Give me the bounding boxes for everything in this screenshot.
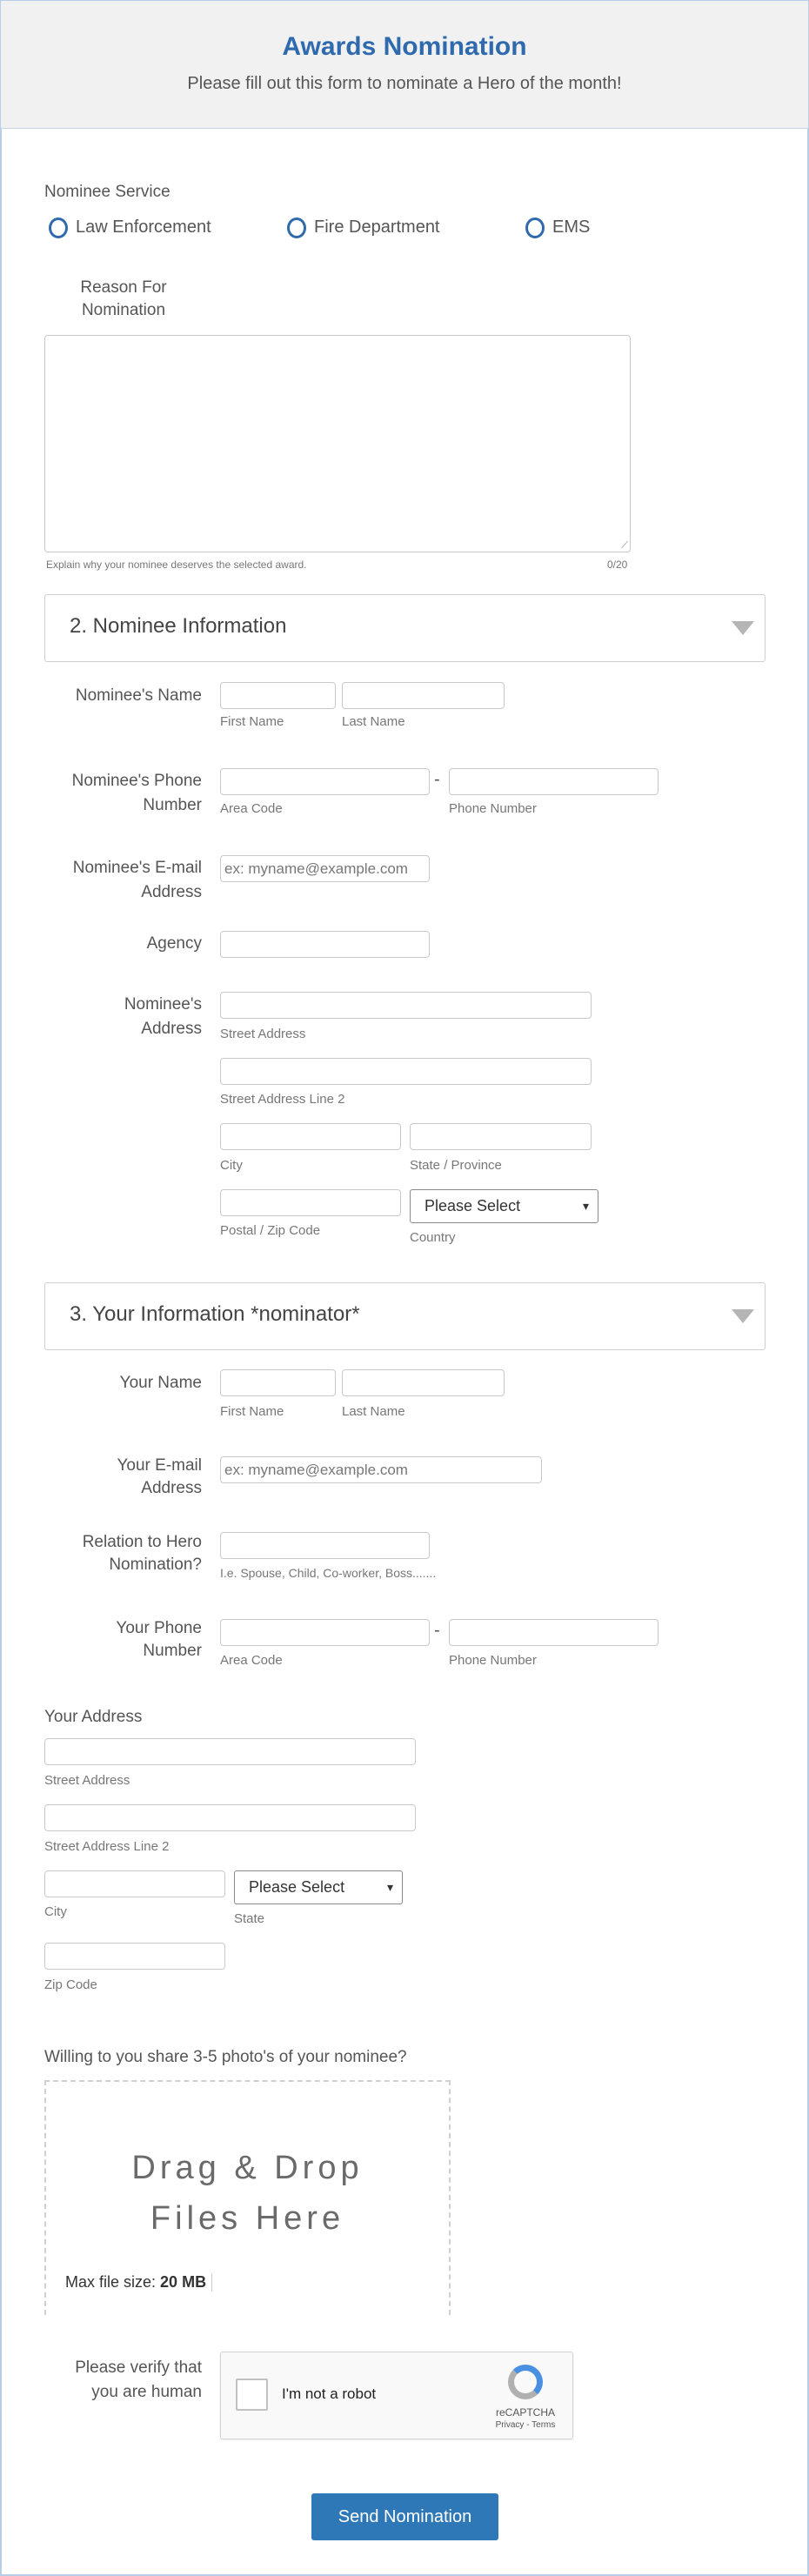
nominee-city-input[interactable] <box>220 1123 401 1150</box>
radio-fire-department[interactable] <box>287 217 306 238</box>
label-line: Address <box>141 883 202 901</box>
recaptcha-text: I'm not a robot <box>282 2385 377 2402</box>
send-nomination-button[interactable]: Send Nomination <box>311 2493 498 2540</box>
phone-number-sublabel: Phone Number <box>449 1653 537 1668</box>
your-street-input[interactable] <box>44 1738 416 1765</box>
label-line: Please verify that <box>75 2359 202 2377</box>
state-sublabel: State / Province <box>410 1158 502 1173</box>
city-sublabel: City <box>220 1158 243 1173</box>
street2-sublabel: Street Address Line 2 <box>220 1092 345 1107</box>
phone-dash: - <box>434 1621 440 1640</box>
country-select[interactable] <box>410 1189 598 1223</box>
label-line: Your Phone <box>116 1619 202 1637</box>
reason-hint: Explain why your nominee deserves the selected award. <box>46 559 307 571</box>
select-value: Please Select <box>425 1197 521 1214</box>
label-line: Your E-mail <box>117 1456 202 1475</box>
label-line: Nominee's Phone <box>71 772 202 790</box>
your-address-label: Your Address <box>44 1708 143 1726</box>
last-name-sublabel: Last Name <box>342 714 405 729</box>
reason-label-line1: Reason For <box>80 278 167 297</box>
recaptcha-checkbox[interactable] <box>236 2379 268 2411</box>
zip-sublabel: Postal / Zip Code <box>220 1223 321 1238</box>
nominee-email-input[interactable]: ex: myname@example.com <box>220 855 430 882</box>
nominee-name-label: Nominee's Name <box>75 686 202 705</box>
captcha-label <box>45 2356 202 2405</box>
label-line: Relation to Hero <box>82 1533 202 1551</box>
street2-sublabel: Street Address Line 2 <box>44 1839 170 1854</box>
your-area-code-input[interactable] <box>220 1619 430 1646</box>
radio-label-ems[interactable]: EMS <box>552 217 591 237</box>
section-your-information[interactable] <box>44 1282 766 1350</box>
reason-textarea[interactable] <box>44 335 631 552</box>
label-line: Nominee's <box>124 995 202 1014</box>
your-name-label: Your Name <box>119 1374 202 1392</box>
upload-label: Willing to you share 3-5 photo's of your nominee? <box>44 2048 407 2066</box>
dropzone-text <box>46 2143 449 2244</box>
your-phone-label <box>45 1617 202 1663</box>
form-title: Awards Nomination <box>282 32 527 61</box>
state-select[interactable] <box>234 1870 403 1904</box>
area-code-sublabel: Area Code <box>220 801 283 816</box>
chevron-down-icon: ▾ <box>582 1199 589 1213</box>
your-last-name-input[interactable] <box>342 1369 505 1396</box>
country-sublabel: Country <box>410 1230 456 1245</box>
radio-label-law-enforcement[interactable]: Law Enforcement <box>76 217 211 237</box>
zip-sublabel: Zip Code <box>44 1977 97 1992</box>
your-phone-number-input[interactable] <box>449 1619 659 1646</box>
label-line: Address <box>141 1020 202 1038</box>
form-header <box>1 1 808 129</box>
label-line: Number <box>143 796 202 814</box>
max-file-label: Max file size: <box>65 2273 157 2291</box>
your-street2-input[interactable] <box>44 1804 416 1831</box>
nominee-zip-input[interactable] <box>220 1189 401 1216</box>
collapse-triangle-icon[interactable] <box>732 621 754 635</box>
street-sublabel: Street Address <box>220 1027 306 1041</box>
reason-label-line2: Nomination <box>81 301 166 319</box>
your-city-input[interactable] <box>44 1870 225 1897</box>
drop-line: Files Here <box>150 2200 345 2237</box>
drop-line: Drag & Drop <box>131 2150 364 2186</box>
section-title: 2. Nominee Information <box>70 614 287 638</box>
section-nominee-information[interactable] <box>44 594 766 662</box>
area-code-sublabel: Area Code <box>220 1653 283 1668</box>
nominee-area-code-input[interactable] <box>220 768 430 795</box>
nominee-address-label <box>45 993 202 1041</box>
nominee-street-input[interactable] <box>220 992 592 1019</box>
your-email-label <box>45 1455 202 1500</box>
relation-label <box>45 1531 202 1576</box>
nominee-service-label: Nominee Service <box>44 183 170 201</box>
recaptcha-logo-icon <box>508 2365 543 2399</box>
agency-input[interactable] <box>220 931 430 958</box>
last-name-sublabel: Last Name <box>342 1404 405 1419</box>
recaptcha-brand: reCAPTCHA <box>495 2406 555 2419</box>
relation-input[interactable] <box>220 1532 430 1559</box>
nominee-phone-label <box>45 769 202 818</box>
reason-counter: 0/20 <box>607 559 628 571</box>
section-title: 3. Your Information *nominator* <box>70 1302 360 1326</box>
max-file-size <box>65 2273 212 2292</box>
nominee-last-name-input[interactable] <box>342 682 505 709</box>
first-name-sublabel: First Name <box>220 714 284 729</box>
state-sublabel: State <box>234 1911 265 1926</box>
label-line: Address <box>141 1479 202 1497</box>
label-line: Nomination? <box>109 1556 202 1574</box>
nominee-first-name-input[interactable] <box>220 682 336 709</box>
radio-label-fire-department[interactable]: Fire Department <box>314 217 440 237</box>
form-subtitle: Please fill out this form to nominate a Hero of the month! <box>187 74 622 93</box>
radio-ems[interactable] <box>525 217 545 238</box>
radio-law-enforcement[interactable] <box>49 217 68 238</box>
label-line: Nominee's E-mail <box>72 859 202 877</box>
nominee-state-input[interactable] <box>410 1123 592 1150</box>
recaptcha-widget <box>220 2352 573 2439</box>
file-dropzone[interactable] <box>44 2080 451 2315</box>
select-value: Please Select <box>249 1878 345 1896</box>
street-sublabel: Street Address <box>44 1773 130 1788</box>
chevron-down-icon: ▾ <box>386 1880 393 1894</box>
city-sublabel: City <box>44 1904 67 1919</box>
first-name-sublabel: First Name <box>220 1404 284 1419</box>
collapse-triangle-icon[interactable] <box>732 1309 754 1323</box>
max-file-value: 20 MB <box>160 2273 207 2291</box>
resize-handle-icon[interactable]: ⟋ <box>621 540 628 551</box>
agency-label: Agency <box>146 934 202 953</box>
your-first-name-input[interactable] <box>220 1369 336 1396</box>
relation-hint: I.e. Spouse, Child, Co-worker, Boss....... <box>220 1566 437 1580</box>
reason-label <box>45 277 202 322</box>
nominee-phone-number-input[interactable] <box>449 768 659 795</box>
nominee-street2-input[interactable] <box>220 1058 592 1085</box>
phone-dash: - <box>434 770 440 789</box>
your-zip-input[interactable] <box>44 1943 225 1970</box>
your-email-input[interactable]: ex: myname@example.com <box>220 1456 542 1483</box>
label-line: you are human <box>91 2383 202 2401</box>
phone-number-sublabel: Phone Number <box>449 801 537 816</box>
label-line: Number <box>143 1642 202 1660</box>
nominee-email-label <box>45 856 202 905</box>
recaptcha-links[interactable]: Privacy - Terms <box>495 2420 556 2430</box>
